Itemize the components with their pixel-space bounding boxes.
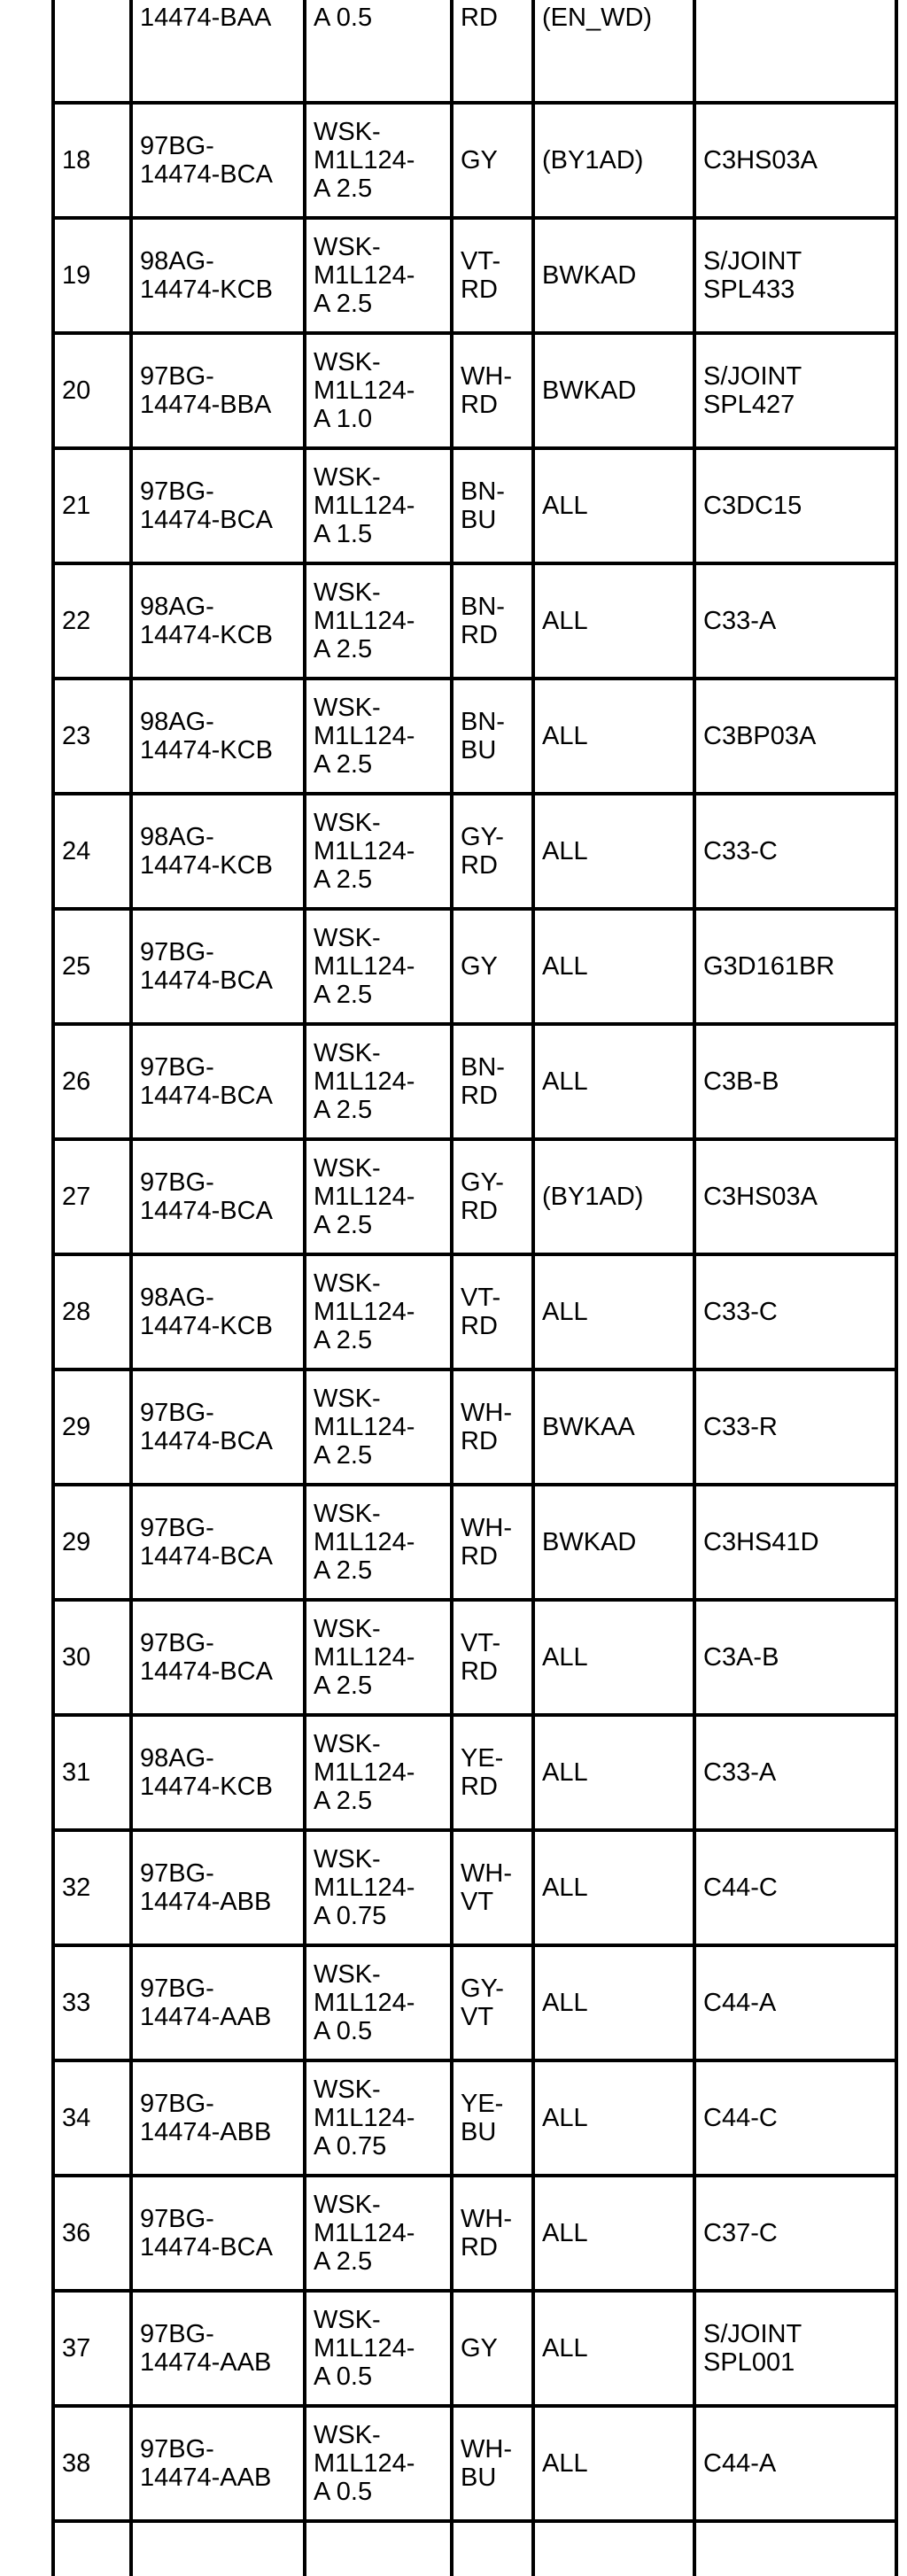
cell-wire-spec: WSK- M1L124- A 0.5 xyxy=(305,1945,452,2060)
cell-wire-number: 38 xyxy=(53,2406,131,2521)
cell-option-code: ALL xyxy=(533,2060,694,2176)
cell-option-code: (BY1AD) xyxy=(533,1139,694,1254)
cell-wire-spec: WSK- M1L124- A 2.5 xyxy=(305,1139,452,1254)
cell-empty xyxy=(53,2521,131,2576)
table-row xyxy=(53,1024,896,1139)
cell-connector: S/JOINT SPL433 xyxy=(694,218,896,333)
cell-wire-spec: WSK- M1L124- A 2.5 xyxy=(305,909,452,1024)
cell-wire-color: WH- BU xyxy=(452,2406,533,2521)
cell-wire-number: 24 xyxy=(53,794,131,909)
cell-wire-color: BN- RD xyxy=(452,1024,533,1139)
table-row-continuation xyxy=(53,2521,896,2576)
cell-wire-color: WH- RD xyxy=(452,2176,533,2291)
cell-part-number: 97BG- 14474-BCA xyxy=(131,2176,305,2291)
cell-wire-spec: WSK- M1L124- A 2.5 xyxy=(305,1024,452,1139)
cell-option-code: (BY1AD) xyxy=(533,103,694,218)
cell-empty xyxy=(533,2521,694,2576)
cell-wire-color: GY- RD xyxy=(452,794,533,909)
cell-connector: C37-C xyxy=(694,2176,896,2291)
cell-option-code: ALL xyxy=(533,2406,694,2521)
cell-wire-spec: WSK- M1L124- A 2.5 xyxy=(305,1715,452,1830)
cell-connector: S/JOINT SPL001 xyxy=(694,2291,896,2406)
table-row xyxy=(53,2060,896,2176)
cell-connector xyxy=(694,0,896,103)
table-row xyxy=(53,794,896,909)
cell-connector: C33-R xyxy=(694,1369,896,1485)
cell-wire-number xyxy=(53,0,131,103)
cell-wire-spec: WSK- M1L124- A 2.5 xyxy=(305,1485,452,1600)
cell-empty xyxy=(452,2521,533,2576)
table-row xyxy=(53,1139,896,1254)
table-row xyxy=(53,1945,896,2060)
cell-option-code: ALL xyxy=(533,2176,694,2291)
cell-connector: C33-C xyxy=(694,794,896,909)
cell-wire-color: GY- VT xyxy=(452,1945,533,2060)
cell-option-code: ALL xyxy=(533,448,694,563)
cell-wire-color: RD xyxy=(452,0,533,103)
cell-connector: C33-A xyxy=(694,1715,896,1830)
table-row xyxy=(53,0,896,103)
cell-option-code: BWKAD xyxy=(533,1485,694,1600)
cell-wire-spec: A 0.5 xyxy=(305,0,452,103)
cell-wire-spec: WSK- M1L124- A 0.75 xyxy=(305,1830,452,1945)
cell-part-number: 97BG- 14474-AAB xyxy=(131,2406,305,2521)
cell-part-number: 97BG- 14474-BCA xyxy=(131,909,305,1024)
cell-connector: C3A-B xyxy=(694,1600,896,1715)
cell-wire-color: VT- RD xyxy=(452,1600,533,1715)
cell-wire-number: 18 xyxy=(53,103,131,218)
cell-wire-spec: WSK- M1L124- A 2.5 xyxy=(305,679,452,794)
cell-part-number: 97BG- 14474-BBA xyxy=(131,333,305,448)
cell-wire-number: 19 xyxy=(53,218,131,333)
cell-wire-spec: WSK- M1L124- A 2.5 xyxy=(305,2176,452,2291)
cell-empty xyxy=(305,2521,452,2576)
cell-part-number: 98AG- 14474-KCB xyxy=(131,794,305,909)
cell-empty xyxy=(131,2521,305,2576)
table-row xyxy=(53,103,896,218)
table-row xyxy=(53,563,896,679)
cell-option-code: ALL xyxy=(533,2291,694,2406)
cell-option-code: (EN_WD) xyxy=(533,0,694,103)
cell-wire-spec: WSK- M1L124- A 0.75 xyxy=(305,2060,452,2176)
cell-wire-number: 20 xyxy=(53,333,131,448)
cell-wire-color: GY- RD xyxy=(452,1139,533,1254)
cell-wire-spec: WSK- M1L124- A 1.5 xyxy=(305,448,452,563)
table-row xyxy=(53,1830,896,1945)
cell-connector: C3B-B xyxy=(694,1024,896,1139)
cell-option-code: ALL xyxy=(533,909,694,1024)
wire-list-body xyxy=(53,0,896,2576)
table-row xyxy=(53,2176,896,2291)
cell-option-code: BWKAA xyxy=(533,1369,694,1485)
cell-part-number: 97BG- 14474-AAB xyxy=(131,2291,305,2406)
cell-part-number: 97BG- 14474-ABB xyxy=(131,1830,305,1945)
cell-wire-color: GY xyxy=(452,103,533,218)
cell-part-number: 98AG- 14474-KCB xyxy=(131,1715,305,1830)
cell-part-number: 97BG- 14474-AAB xyxy=(131,1945,305,2060)
table-row xyxy=(53,2406,896,2521)
table-row xyxy=(53,1600,896,1715)
cell-wire-color: BN- RD xyxy=(452,563,533,679)
cell-part-number: 97BG- 14474-BCA xyxy=(131,1024,305,1139)
cell-wire-spec: WSK- M1L124- A 2.5 xyxy=(305,794,452,909)
cell-wire-number: 27 xyxy=(53,1139,131,1254)
cell-wire-number: 32 xyxy=(53,1830,131,1945)
cell-option-code: ALL xyxy=(533,1830,694,1945)
cell-wire-color: BN- BU xyxy=(452,679,533,794)
cell-connector: C44-C xyxy=(694,2060,896,2176)
cell-option-code: ALL xyxy=(533,794,694,909)
cell-wire-spec: WSK- M1L124- A 2.5 xyxy=(305,563,452,679)
cell-option-code: ALL xyxy=(533,1024,694,1139)
cell-wire-color: WH- RD xyxy=(452,333,533,448)
cell-wire-color: GY xyxy=(452,2291,533,2406)
cell-connector: C3DC15 xyxy=(694,448,896,563)
cell-wire-number: 37 xyxy=(53,2291,131,2406)
cell-part-number: 98AG- 14474-KCB xyxy=(131,1254,305,1369)
cell-part-number: 97BG- 14474-BCA xyxy=(131,448,305,563)
cell-wire-number: 25 xyxy=(53,909,131,1024)
cell-wire-number: 22 xyxy=(53,563,131,679)
table-row xyxy=(53,1254,896,1369)
cell-part-number: 97BG- 14474-BCA xyxy=(131,1485,305,1600)
cell-option-code: ALL xyxy=(533,1600,694,1715)
table-row xyxy=(53,333,896,448)
cell-wire-color: VT- RD xyxy=(452,1254,533,1369)
cell-option-code: ALL xyxy=(533,563,694,679)
cell-wire-color: WH- RD xyxy=(452,1369,533,1485)
cell-wire-spec: WSK- M1L124- A 0.5 xyxy=(305,2291,452,2406)
cell-option-code: ALL xyxy=(533,1254,694,1369)
cell-option-code: BWKAD xyxy=(533,333,694,448)
cell-part-number: 97BG- 14474-ABB xyxy=(131,2060,305,2176)
cell-wire-spec: WSK- M1L124- A 1.0 xyxy=(305,333,452,448)
cell-wire-color: BN- BU xyxy=(452,448,533,563)
cell-wire-spec: WSK- M1L124- A 2.5 xyxy=(305,218,452,333)
table-row xyxy=(53,2291,896,2406)
cell-wire-color: YE- RD xyxy=(452,1715,533,1830)
cell-wire-color: YE- BU xyxy=(452,2060,533,2176)
cell-wire-number: 23 xyxy=(53,679,131,794)
cell-wire-color: WH- RD xyxy=(452,1485,533,1600)
cell-wire-number: 33 xyxy=(53,1945,131,2060)
cell-empty xyxy=(694,2521,896,2576)
wire-list-table xyxy=(51,0,898,2576)
cell-connector: C3HS03A xyxy=(694,103,896,218)
cell-wire-spec: WSK- M1L124- A 0.5 xyxy=(305,2406,452,2521)
cell-option-code: ALL xyxy=(533,1715,694,1830)
cell-connector: C3BP03A xyxy=(694,679,896,794)
cell-part-number: 97BG- 14474-BCA xyxy=(131,1600,305,1715)
cell-wire-number: 36 xyxy=(53,2176,131,2291)
cell-wire-number: 28 xyxy=(53,1254,131,1369)
cell-wire-spec: WSK- M1L124- A 2.5 xyxy=(305,103,452,218)
cell-connector: C3HS03A xyxy=(694,1139,896,1254)
cell-part-number: 97BG- 14474-BCA xyxy=(131,1139,305,1254)
cell-wire-number: 31 xyxy=(53,1715,131,1830)
cell-part-number: 97BG- 14474-BCA xyxy=(131,1369,305,1485)
cell-connector: C3HS41D xyxy=(694,1485,896,1600)
table-row xyxy=(53,448,896,563)
table-row xyxy=(53,1485,896,1600)
cell-part-number: 98AG- 14474-KCB xyxy=(131,679,305,794)
cell-wire-number: 21 xyxy=(53,448,131,563)
cell-part-number: 97BG- 14474-BCA xyxy=(131,103,305,218)
cell-wire-color: GY xyxy=(452,909,533,1024)
cell-wire-color: VT- RD xyxy=(452,218,533,333)
cell-wire-spec: WSK- M1L124- A 2.5 xyxy=(305,1600,452,1715)
cell-option-code: ALL xyxy=(533,1945,694,2060)
cell-connector: C33-C xyxy=(694,1254,896,1369)
cell-wire-number: 29 xyxy=(53,1369,131,1485)
cell-wire-number: 30 xyxy=(53,1600,131,1715)
cell-connector: G3D161BR xyxy=(694,909,896,1024)
cell-part-number: 98AG- 14474-KCB xyxy=(131,563,305,679)
cell-connector: C44-C xyxy=(694,1830,896,1945)
cell-part-number: 98AG- 14474-KCB xyxy=(131,218,305,333)
cell-connector: C44-A xyxy=(694,1945,896,2060)
cell-wire-number: 34 xyxy=(53,2060,131,2176)
cell-connector: C44-A xyxy=(694,2406,896,2521)
cell-connector: C33-A xyxy=(694,563,896,679)
cell-option-code: ALL xyxy=(533,679,694,794)
cell-wire-spec: WSK- M1L124- A 2.5 xyxy=(305,1369,452,1485)
table-row xyxy=(53,909,896,1024)
cell-wire-number: 26 xyxy=(53,1024,131,1139)
wiring-table-page xyxy=(51,0,895,2551)
cell-wire-number: 29 xyxy=(53,1485,131,1600)
table-row xyxy=(53,1369,896,1485)
cell-wire-color: WH- VT xyxy=(452,1830,533,1945)
table-row xyxy=(53,1715,896,1830)
table-row xyxy=(53,218,896,333)
cell-part-number: 14474-BAA xyxy=(131,0,305,103)
cell-connector: S/JOINT SPL427 xyxy=(694,333,896,448)
cell-option-code: BWKAD xyxy=(533,218,694,333)
cell-wire-spec: WSK- M1L124- A 2.5 xyxy=(305,1254,452,1369)
table-row xyxy=(53,679,896,794)
